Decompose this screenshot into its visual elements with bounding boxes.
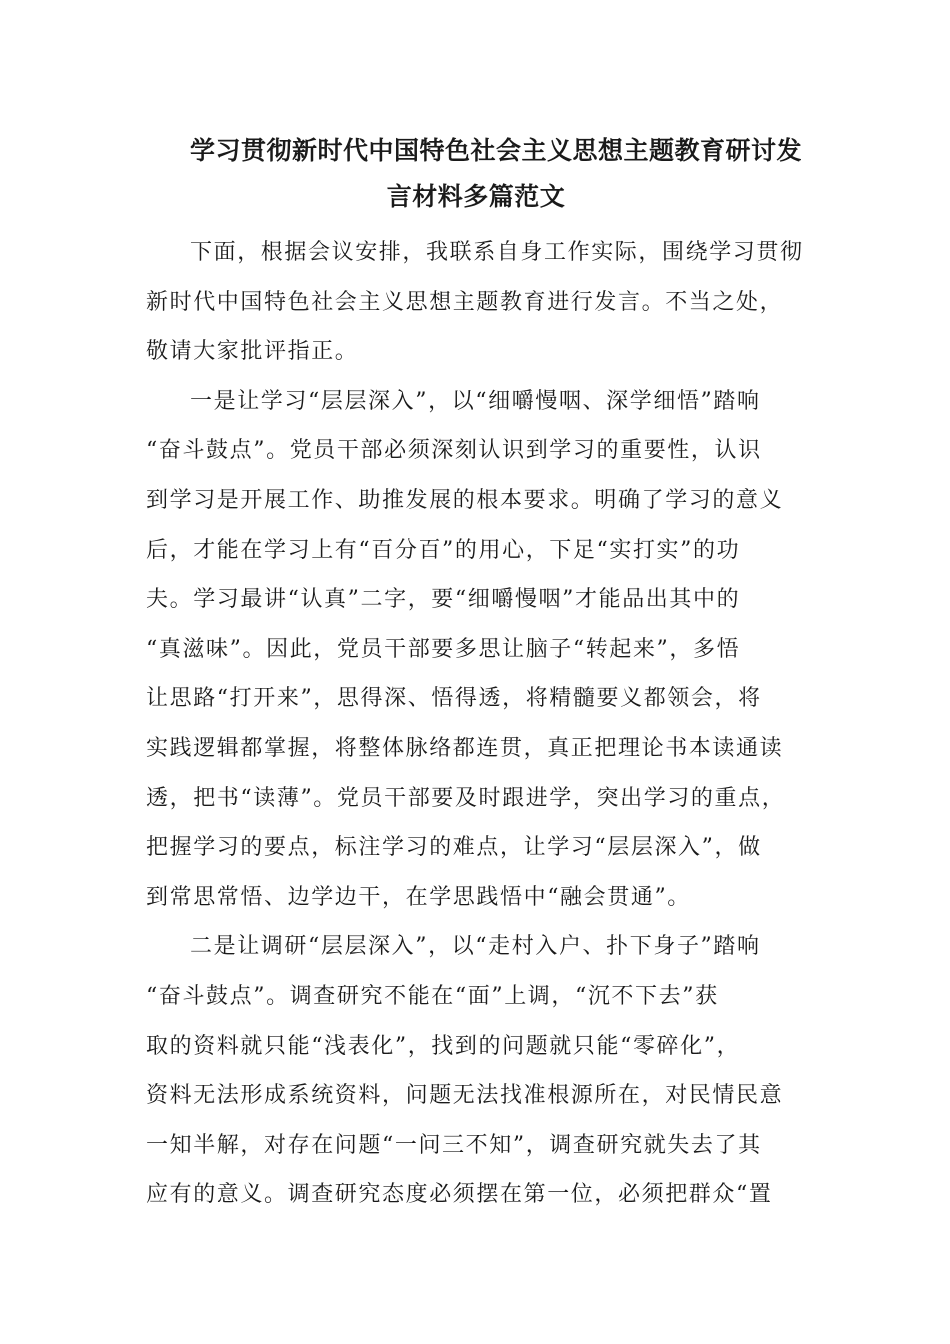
text-line: 一知半解，对存在问题“一问三不知”，调查研究就失去了其	[146, 1132, 762, 1158]
text-line: 一是让学习“层层深入”，以“细嚼慢咽、深学细悟”踏响	[190, 388, 761, 414]
text-line: 到学习是开展工作、助推发展的根本要求。明确了学习的意义	[146, 487, 784, 513]
text-line: 夫。学习最讲“认真”二字，要“细嚼慢咽”才能品出其中的	[146, 587, 741, 613]
text-line: 取的资料就只能“浅表化”，找到的问题就只能“零碎化”，	[146, 1033, 741, 1059]
text-line: 透，把书“读薄”。党员干部要及时跟进学，突出学习的重点，	[146, 785, 786, 811]
text-line: 实践逻辑都掌握，将整体脉络都连贯，真正把理论书本读通读	[146, 735, 784, 761]
paragraph-research	[146, 922, 806, 1220]
paragraph-study	[146, 377, 806, 923]
text-line: “奋斗鼓点”。党员干部必须深刻认识到学习的重要性，认识	[146, 438, 762, 464]
text-line: “真滋味”。因此，党员干部要多思让脑子“转起来”，多悟	[146, 636, 741, 662]
text-line: 让思路“打开来”，思得深、悟得透，将精髓要义都领会，将	[146, 686, 762, 712]
paragraph-intro	[146, 228, 806, 377]
text-line: 把握学习的要点，标注学习的难点，让学习“层层深入”，做	[146, 835, 762, 861]
text-line: 敬请大家批评指正。	[146, 339, 359, 365]
title-line: 学习贯彻新时代中国特色社会主义思想主题教育研讨发	[190, 136, 803, 165]
text-line: 应有的意义。调查研究态度必须摆在第一位，必须把群众“置	[146, 1182, 773, 1208]
document-body	[146, 228, 806, 1220]
text-line: “奋斗鼓点”。调查研究不能在“面”上调，“沉不下去”获	[146, 983, 719, 1009]
text-line: 后，才能在学习上有“百分百”的用心，下足“实打实”的功	[146, 537, 741, 563]
title-line: 言材料多篇范文	[386, 182, 566, 211]
document-title	[146, 128, 806, 220]
text-line: 到常思常悟、边学边干，在学思践悟中“融会贯通”。	[146, 884, 691, 910]
text-line: 资料无法形成系统资料，问题无法找准根源所在，对民情民意	[146, 1083, 784, 1109]
text-line: 二是让调研“层层深入”，以“走村入户、扑下身子”踏响	[190, 934, 761, 960]
text-line: 新时代中国特色社会主义思想主题教育进行发言。不当之处，	[146, 289, 784, 315]
text-line: 下面，根据会议安排，我联系自身工作实际，围绕学习贯彻	[190, 240, 804, 265]
